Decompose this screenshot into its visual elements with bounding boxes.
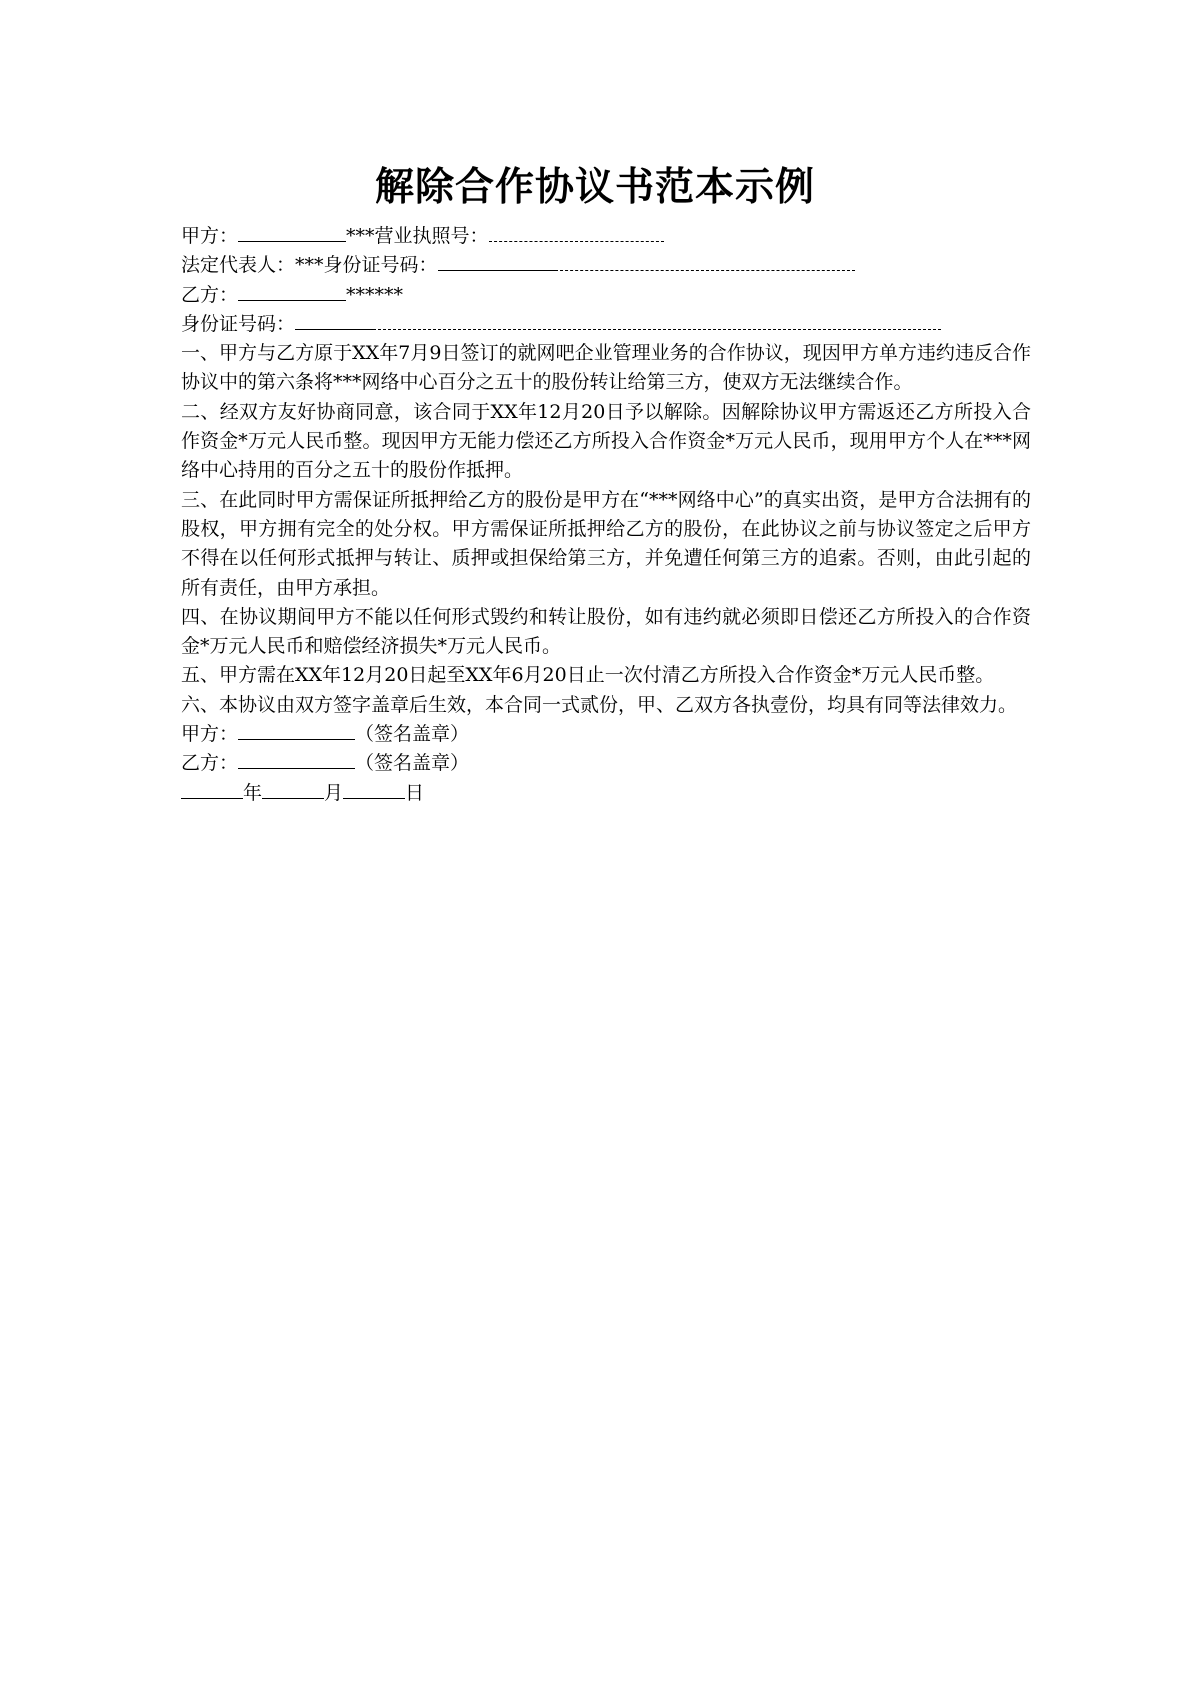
- party-a-seal-note: （签名盖章）: [355, 723, 470, 746]
- party-a-line: [181, 222, 1031, 251]
- party-a-signature-label: 甲方：: [181, 723, 239, 746]
- party-a-blank: [238, 222, 346, 242]
- party-a-label: 甲方：: [181, 225, 239, 247]
- party-b-blank: [238, 281, 346, 301]
- clause-4: 四、在协议期间甲方不能以任何形式毁约和转让股份，如有违约就必须即日偿还乙方所投入的合作资金*万元人民币和赔偿经济损失*万元人民币。: [181, 605, 1031, 658]
- document-body: [181, 222, 1031, 808]
- legal-rep-line: [181, 251, 1031, 280]
- id-number-label: 身份证号码：: [181, 312, 296, 335]
- id-number-dashes: [373, 317, 941, 330]
- clause-1: 一、甲方与乙方原于XX年7月9日签订的就网吧企业管理业务的合作协议，现因甲方单方违约违反合作协议中的第六条将***网络中心百分之五十的股份转让给第三方，使双方无法继续合作。: [181, 342, 1031, 394]
- license-number-blank: [489, 229, 664, 242]
- party-a-signature-blank: [238, 720, 355, 740]
- id-number-line: [181, 310, 1031, 339]
- month-blank: [262, 779, 324, 799]
- party-b-label: 乙方：: [181, 283, 239, 306]
- date-line: [181, 779, 1031, 808]
- day-label: 日: [405, 781, 425, 804]
- clause-6: 六、本协议由双方签字盖章后生效，本合同一式贰份，甲、乙双方各执壹份，均具有同等法律效力。: [181, 693, 1018, 716]
- day-blank: [343, 779, 405, 799]
- id-number-blank: [295, 310, 373, 330]
- party-b-name: ******: [346, 283, 404, 306]
- party-a-license-label: ***营业执照号：: [346, 225, 489, 247]
- party-b-signature-label: 乙方：: [181, 752, 239, 775]
- party-a-signature-line: [181, 720, 1031, 749]
- party-b-signature-blank: [238, 749, 355, 769]
- legal-rep-id-dashes: [555, 258, 855, 271]
- year-label: 年: [243, 781, 263, 804]
- clause-2: 二、经双方友好协商同意，该合同于XX年12月20日予以解除。因解除协议甲方需返还乙方所投入合作资金*万元人民币整。现因甲方无能力偿还乙方所投入合作资金*万元人民币，现用甲方个人在***网络中心持用的百分之五十的股份作抵押。: [181, 400, 1031, 482]
- legal-rep-id-blank: [438, 251, 555, 271]
- document-title: 解除合作协议书范本示例: [374, 165, 815, 210]
- party-b-seal-note: （签名盖章）: [355, 752, 470, 775]
- legal-rep-label: 法定代表人：***身份证号码：: [181, 254, 438, 277]
- month-label: 月: [324, 781, 344, 804]
- year-blank: [181, 779, 243, 799]
- party-b-line: [181, 281, 1031, 310]
- clause-3: 三、在此同时甲方需保证所抵押给乙方的股份是甲方在“***网络中心”的真实出资，是甲方合法拥有的股权，甲方拥有完全的处分权。甲方需保证所抵押给乙方的股份，在此协议之前与协议签定之后甲方不得在以任何形式抵押与转让、质押或担保给第三方，并免遭任何第三方的追索。否则，由此引起的所有责任，由甲方承担。: [181, 488, 1031, 599]
- party-b-signature-line: [181, 749, 1031, 778]
- clause-5: 五、甲方需在XX年12月20日起至XX年6月20日止一次付清乙方所投入合作资金*万元人民币整。: [181, 664, 995, 687]
